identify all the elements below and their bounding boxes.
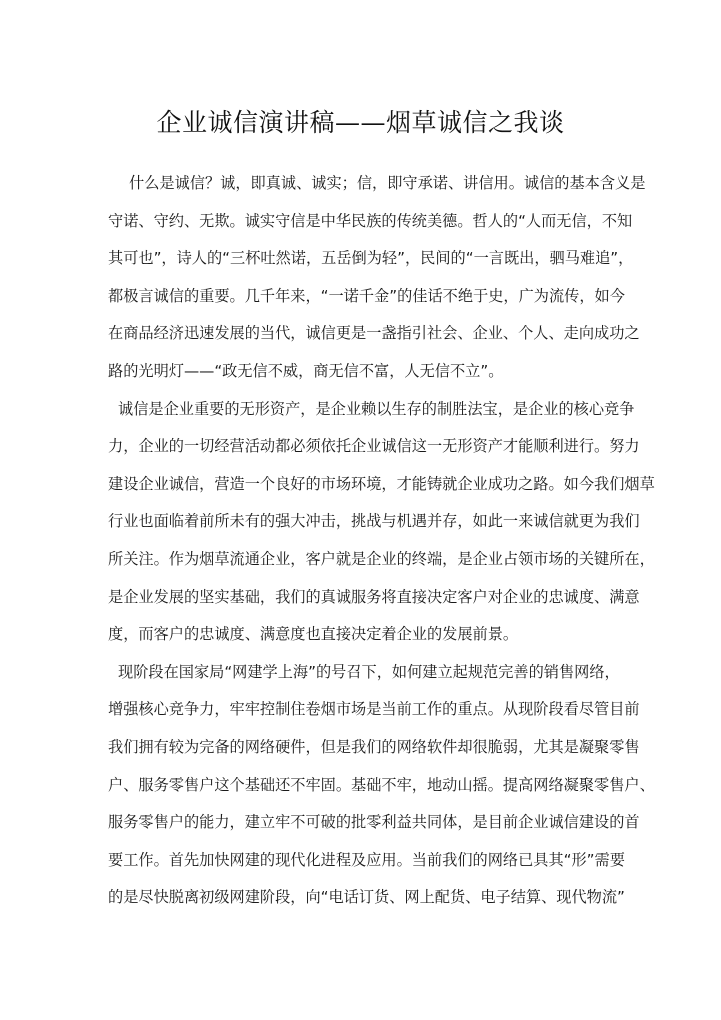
paragraph-line: 在商品经济迅速发展的当代，诚信更是一盏指引社会、企业、个人、走向成功之 bbox=[108, 324, 640, 343]
paragraph-line: 行业也面临着前所未有的强大冲击，挑战与机遇并存，如此一来诚信就更为我们 bbox=[108, 512, 640, 531]
paragraph-line: 其可也”，诗人的“三杯吐然诺，五岳倒为轻”，民间的“一言既出，驷马难追”， bbox=[108, 249, 634, 268]
paragraph-line: 户、服务零售户这个基础还不牢固。基础不牢，地动山摇。提高网络凝聚零售户、 bbox=[108, 775, 655, 794]
paragraph-line: 的是尽快脱离初级网建阶段，向“电话订货、网上配货、电子结算、现代物流” bbox=[108, 888, 625, 907]
paragraph-line: 诚信是企业重要的无形资产，是企业赖以生存的制胜法宝，是企业的核心竞争 bbox=[118, 399, 635, 418]
paragraph-line: 路的光明灯——“政无信不威，商无信不富，人无信不立”。 bbox=[108, 361, 504, 380]
paragraph-line: 要工作。首先加快网建的现代化进程及应用。当前我们的网络已具其“形”需要 bbox=[108, 850, 625, 869]
paragraph-line: 什么是诚信？诚，即真诚、诚实；信，即守承诺、讲信用。诚信的基本含义是 bbox=[129, 174, 646, 192]
paragraph-line: 现阶段在国家局“网建学上海”的号召下，如何建立起规范完善的销售网络， bbox=[118, 662, 620, 681]
paragraph-line: 我们拥有较为完备的网络硬件，但是我们的网络软件却很脆弱，尤其是凝聚零售 bbox=[108, 737, 640, 756]
paragraph-line: 所关注。作为烟草流通企业，客户就是企业的终端，是企业占领市场的关键所在， bbox=[108, 549, 655, 568]
paragraph-line: 力，企业的一切经营活动都必须依托企业诚信这一无形资产才能顺利进行。努力 bbox=[108, 437, 640, 456]
paragraph-line: 是企业发展的坚实基础，我们的真诚服务将直接决定客户对企业的忠诚度、满意 bbox=[108, 587, 640, 606]
paragraph-what-is-integrity bbox=[108, 168, 646, 394]
paragraph-line: 服务零售户的能力，建立牢不可破的批零利益共同体，是目前企业诚信建设的首 bbox=[108, 813, 640, 832]
paragraph-line: 守诺、守约、无欺。诚实守信是中华民族的传统美德。哲人的“人而无信，不知 bbox=[108, 211, 633, 230]
document-title: 企业诚信演讲稿——烟草诚信之我谈 bbox=[156, 107, 565, 137]
paragraph-integrity-as-asset bbox=[108, 394, 655, 657]
document-body bbox=[108, 168, 655, 920]
paragraph-line: 度，而客户的忠诚度、满意度也直接决定着企业的发展前景。 bbox=[108, 625, 519, 644]
paragraph-line: 建设企业诚信，营造一个良好的市场环境，才能铸就企业成功之路。如今我们烟草 bbox=[108, 474, 655, 493]
paragraph-line: 都极言诚信的重要。几千年来，“一诺千金”的佳话不绝于史，广为流传，如今 bbox=[108, 286, 625, 305]
paragraph-line: 增强核心竞争力，牢牢控制住卷烟市场是当前工作的重点。从现阶段看尽管目前 bbox=[108, 700, 640, 719]
paragraph-network-building bbox=[108, 657, 655, 920]
